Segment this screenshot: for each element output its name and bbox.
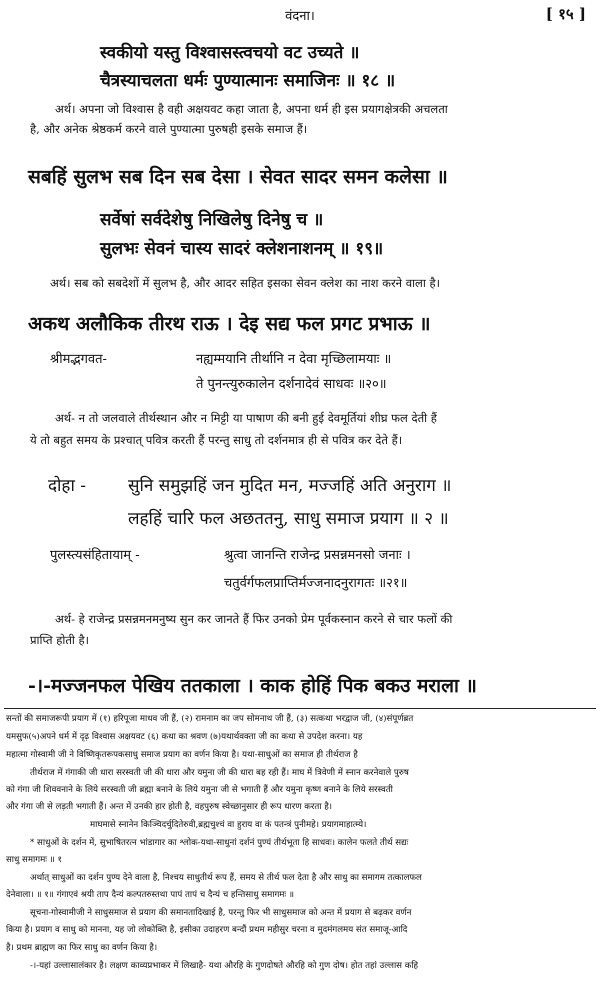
sloka2-line2: सुलभः सेवनं चास्य सादरं क्लेशनाशनम् ॥ १९॥ xyxy=(100,239,384,259)
bhagavat-line1: नह्यम्मयानि तीर्थानि न देवा मृच्छिलामयाः ॥ xyxy=(196,352,392,367)
bhagavat-line2: ते पुनन्त्युरुकालेन दर्शनादेवं साधवः ॥२०॥ xyxy=(196,377,387,392)
sloka1-line2: चैत्रस्याचलता धर्मः पुण्यात्मानः समाजिनः ॥ १८ ॥ xyxy=(100,71,396,91)
page-number: [ १५ ] xyxy=(545,5,586,23)
footnote-line: महात्मा गोस्वामी जी ने विष्णिकृतरूपकसाधु समाज प्रयाग का वर्णन किया है। यथा-साधुओं का समाज ही तीर्थराज है xyxy=(6,750,358,760)
footnote-line: को गंगा जी शिववनाने के लिये सरस्वती जी ब्रह्मा बनाने के लिये यमुना जी से भगाती हैं और यमुना कृष्ण बनाने के लिये सरस्वती xyxy=(6,785,393,795)
bhagavat-source: श्रीमद्भगवत- xyxy=(50,352,107,367)
footnote-line: है। प्रथम ब्राह्मण का फिर साधु का वर्णन किया है। xyxy=(6,943,158,953)
artha1-line2: है, और अनेक श्रेष्ठकर्म करने वाले पुण्यात्मा पुरुषही इसके समाज हैं। xyxy=(30,122,308,136)
doha-line2: लहहिं चारि फल अछततनु, साधु समाज प्रयाग ॥ २ ॥ xyxy=(128,509,449,529)
pulastya-line1: श्रुत्वा जानन्ति राजेन्द्र प्रसन्नमनसो जनाः । xyxy=(224,548,411,563)
doha-line1: सुनि समुझहिं जन मुदित मन, मज्जहिं अति अनुराग ॥ xyxy=(128,476,452,496)
footnote-line: -।-यहां उल्लासालंकार है। लक्षण काव्यप्रभाकर में लिखाहै- यथा औरहि के गुणदोषते औरहि को गुण दोष। होत तहां उल्लास कहि xyxy=(30,961,419,971)
chaupai1: सबहिं सुलभ सब दिन सब देसा । सेवत सादर समन कलेसा ॥ xyxy=(28,166,448,188)
footnote-line: किया है। प्रयाग व साधु को मानना, यह जो लोकोक्ति है, इसीका उदाहरण बन्दौं प्रथम महीसुर चरना व मुदमंगलमय संत समाजू-आदि xyxy=(6,925,408,935)
footnote-line: यमसुफ(५)अपने धर्म में दृढ़ विश्वास अक्षयवट (६) कथा का श्रवण (७)यथार्थवक्ता जी का कथा से उपदेश करना। यह xyxy=(6,732,363,742)
footnote-line: माघमासे स्नानेन किञ्चिदर्चुदितेरुवी,ब्रह्मचुश्चं वा हुराय वा कं पतन्त्रं पुनीमहे। प्रयागमाहात्म्ये। xyxy=(90,820,367,830)
footnote-line: देनेवाला। ॥ १॥ गंगाएवं श्रयी ताप दैन्यं कल्पतरुस्तथा पापं तापं च दैन्यं च हन्तिसाधु समागमः ॥ xyxy=(6,890,295,900)
artha4-line1: अर्थ- हे राजेन्द्र प्रसन्नमनमनुष्य सुन कर जानते हैं फिर उनको प्रेम पूर्वकस्नान करने से चार फलों की xyxy=(55,612,453,626)
footnote-divider xyxy=(4,708,596,709)
footnote-line: और गंगा जी से लड़ती भगाती हैं। अन्त में उनकी हार होती है, वहपुरुष स्वेच्छानुसार ही रूप धारण करता है। xyxy=(6,802,333,812)
running-title: वंदना। xyxy=(285,9,315,24)
footnote-line: अर्थात् साधुओं का दर्शन पुण्य देने वाला है, निश्चय साधुतीर्थ रूप हैं, समय से तीर्थ फल देता है और साधु का समागम तत्कालफल xyxy=(30,873,422,883)
artha3-line1: अर्थ- न तो जलवाले तीर्थस्थान और न मिट्टी या पाषाण की बनी हुई देवमूर्तियां शीघ्र फल देती हैं xyxy=(55,411,437,425)
pulastya-source: पुलस्त्यसंहितायाम् - xyxy=(50,548,140,563)
footnote-line: सूचना-गोस्वामीजी ने साधुसमाज से प्रयाग की समानतादिखाई है, परन्तु फिर भी साधुसमाज को अन्त में प्रयाग से बढ़कर वर्णन xyxy=(30,908,412,918)
artha3-line2: ये तो बहुत समय के प्रश्चात् पवित्र करती हैं परन्तु साधु तो दर्शनमात्र ही से पवित्र कर देते हैं। xyxy=(30,433,403,447)
pulastya-line2: चतुर्वर्गफलप्राप्तिर्मज्जनादनुरागतः ॥२१॥ xyxy=(224,576,408,591)
page-header xyxy=(0,4,600,26)
footnote-line: तीर्थराज में गंगाकी जी धारा सरस्वती जी की धारा और यमुना जी की धारा बह रही हैं। माघ में त्रिवेणी में स्नान करनेवाले पुरुष xyxy=(30,768,409,778)
artha1-line1: अर्थ। अपना जो विश्वास है वही अक्षयवट कहा जाता है, अपना धर्म ही इस प्रयागक्षेत्रकी अचलता xyxy=(55,102,448,116)
artha2: अर्थ। सब को सबदेशों में सुलभ है, और आदर सहित इसका सेवन क्लेश का नाश करने वाला है। xyxy=(50,276,440,290)
sloka1-line1: स्वकीयो यस्तु विश्वासस्त्वचयो वट उच्यते ॥ xyxy=(100,43,360,63)
sloka2-line1: सर्वेषां सर्वदेशेषु निखिलेषु दिनेषु च ॥ xyxy=(100,210,324,230)
footnote-line: साधु समागमः ॥ १ xyxy=(6,855,63,865)
footnote-line: * साधुओं के दर्शन में, सुभाषितरत्न भांडागार का श्लोक-यथा-साधुनां दर्शनं पुण्यं तीर्थभूता हि साधवः। कालेन फलते तीर्थ सद्यः xyxy=(30,838,409,848)
artha4-line2: प्राप्ति होती है। xyxy=(30,633,89,647)
doha-label: दोहा - xyxy=(48,476,87,496)
footnote-line: सन्तों की समाजरूपी प्रयाग में (१) हरिपूजा माधव जी हैं, (२) रामनाम का जप सोमनाथ जी हैं, (३) सत्कथा भरद्वाज जी, (४)संपूर्णब्रत xyxy=(6,714,414,724)
chaupai2: अकथ अलौकिक तीरथ राऊ । देइ सद्य फल प्रगट प्रभाऊ ॥ xyxy=(28,313,431,335)
chaupai3: -।-मज्जनफल पेखिय ततकाला । काक होहिं पिक बकउ मराला ॥ xyxy=(28,675,477,697)
